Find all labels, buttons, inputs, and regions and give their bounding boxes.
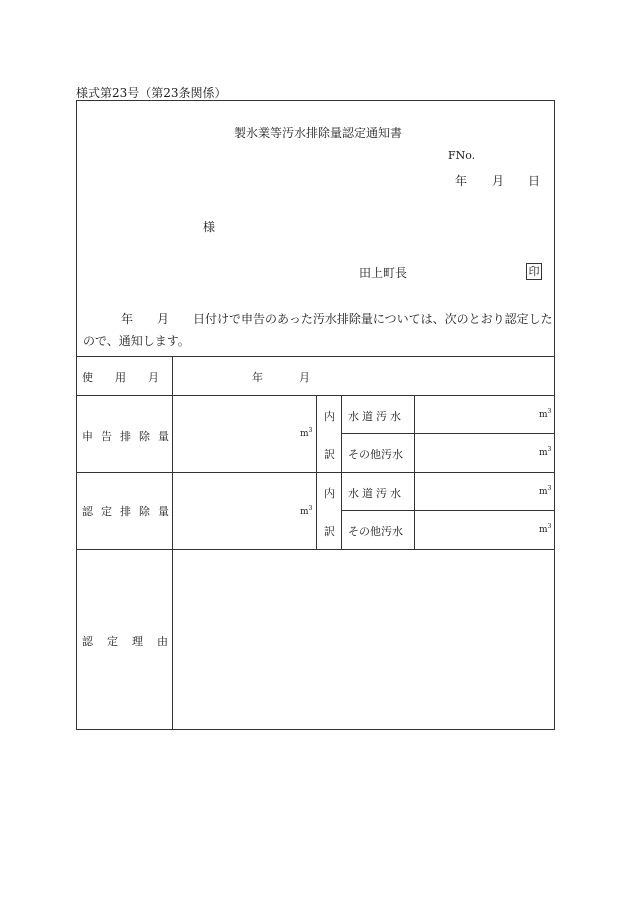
divider-declared-mid — [341, 433, 555, 434]
certified-breakdown-bottom: 訳 — [324, 525, 335, 538]
certified-breakdown-top: 内 — [324, 487, 335, 500]
divider-header — [76, 356, 555, 357]
certified-other-unit: $m^3$ — [539, 523, 552, 535]
declared-water-unit: $m^3$ — [539, 408, 552, 420]
usage-year: 年 — [252, 371, 263, 384]
certified-amount-unit: $m^3$ — [300, 505, 313, 517]
certified-water-unit: $m^3$ — [539, 485, 552, 497]
issuer-name: 田上町長 — [359, 266, 408, 280]
divider-certified — [76, 549, 555, 550]
certified-amount-label: 認定排除量 — [82, 505, 177, 518]
divider-label-col — [172, 356, 173, 730]
certified-water-supply-label: 水道汚水 — [348, 487, 404, 500]
certification-reason-label: 認定理由 — [82, 635, 182, 648]
divider-certified-mid — [341, 510, 555, 511]
declared-amount-label: 申告排除量 — [82, 430, 177, 443]
date-day: 日 — [528, 174, 541, 188]
seal-mark: 印 — [526, 263, 542, 280]
reference-number: FNo. — [448, 149, 476, 162]
certified-other-label: その他汚水 — [348, 525, 403, 538]
form-number: 様式第23号（第23条関係） — [76, 86, 227, 100]
divider-breakdown-col — [341, 395, 342, 549]
declared-amount-unit: $m^3$ — [300, 427, 313, 439]
usage-month-label: 使用月 — [82, 371, 181, 384]
divider-amount-col — [316, 395, 317, 549]
usage-month: 月 — [299, 371, 310, 384]
declared-water-supply-label: 水道汚水 — [348, 410, 404, 423]
declared-other-unit: $m^3$ — [539, 446, 552, 458]
date-month: 月 — [492, 174, 505, 188]
notice-body-text: 年 月 日付けで申告のあった汚水排除量については、次のとおり認定したので、通知します。 — [83, 312, 553, 348]
declared-other-label: その他汚水 — [348, 448, 403, 461]
divider-type-col — [414, 395, 415, 549]
document-title: 製氷業等汚水排除量認定通知書 — [234, 126, 403, 140]
declared-breakdown-top: 内 — [324, 410, 335, 423]
addressee-suffix: 様 — [203, 220, 216, 234]
date-year: 年 — [455, 174, 468, 188]
declared-breakdown-bottom: 訳 — [324, 448, 335, 461]
